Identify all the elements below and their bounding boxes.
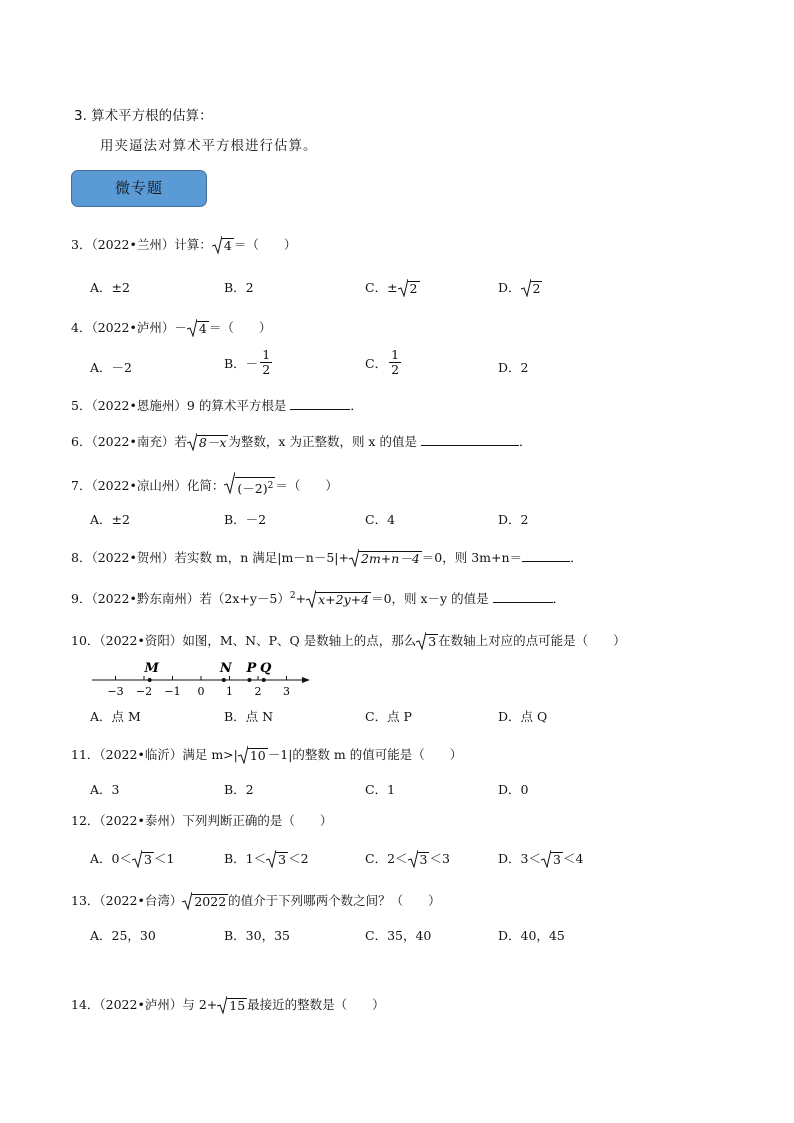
question-7: 7．（2022•凉山州）化简： $(-2)^2$ ＝（ ） [71, 476, 338, 496]
q13-option-a[interactable]: A．25，30 [90, 928, 156, 943]
point-p-label: P [246, 661, 257, 676]
axis-tick-label: 0 [197, 685, 205, 698]
sqrt-symbol: 3 [408, 852, 430, 867]
point-m-label: M [144, 661, 159, 676]
axis-tick-label: 3 [283, 685, 290, 698]
section-description: 用夹逼法对算术平方根进行估算。 [100, 138, 318, 154]
q11-option-c[interactable]: C．1 [365, 782, 396, 797]
q10-option-c[interactable]: C．点 P [365, 709, 412, 724]
sqrt-symbol: 4 [212, 238, 234, 253]
q11-option-a[interactable]: A．3 [90, 782, 120, 797]
axis-tick-label: −2 [135, 685, 153, 698]
q3-option-a[interactable]: A．±2 [90, 280, 130, 295]
question-14: 14．（2022•泸州）与 2+ 15 最接近的整数是（ ） [71, 997, 385, 1014]
sqrt-symbol: 10 [238, 748, 268, 763]
q12-option-b[interactable]: B．1＜ 3 ＜2 [224, 851, 309, 868]
q10-option-a[interactable]: A．点 M [90, 709, 141, 724]
q7-option-b[interactable]: B．－2 [224, 512, 267, 527]
answer-blank[interactable] [493, 590, 553, 603]
question-8: 8．（2022•贺州）若实数 m，n 满足|m－n－5|+ 2m+n－4 ＝0，则 3m+n＝ ． [71, 550, 583, 567]
q3-option-d[interactable]: D． 2 [498, 280, 541, 297]
sqrt-symbol: 2022 [182, 894, 228, 909]
sqrt-symbol: 4 [187, 321, 209, 336]
q11-option-b[interactable]: B．2 [224, 782, 254, 797]
arrow-right-icon [302, 677, 310, 683]
question-9: 9．（2022•黔东南州）若$(2x+y-5)^2+$ x+2y+4 ＝0，则 x－y 的值是 ． [71, 590, 566, 608]
sqrt-symbol: x+2y+4 [306, 592, 371, 607]
point-q-dot [262, 678, 266, 682]
sqrt-symbol: 15 [217, 998, 247, 1013]
section-heading: 3. 算术平方根的估算： [74, 108, 213, 124]
fraction: $\frac{1}{2}$ [391, 347, 400, 378]
q13-option-b[interactable]: B．30，35 [224, 928, 290, 943]
q10-option-b[interactable]: B．点 N [224, 709, 274, 724]
question-6: 6．（2022•南充）若 8－x 为整数，x 为正整数，则 x 的值是 ． [71, 434, 532, 451]
q3-option-b[interactable]: B．2 [224, 280, 254, 295]
sqrt-symbol: 3 [132, 852, 154, 867]
point-n-dot [222, 678, 226, 682]
point-p-dot [247, 678, 251, 682]
q7-option-d[interactable]: D．2 [498, 512, 529, 527]
q4-option-b[interactable]: B．－ $\frac{1}{2}$ [224, 347, 271, 378]
q13-option-d[interactable]: D．40，45 [498, 928, 565, 943]
axis-tick-label: −3 [107, 685, 124, 698]
point-m-dot [148, 678, 152, 682]
q10-option-d[interactable]: D．点 Q [498, 709, 548, 724]
q12-option-d[interactable]: D．3＜ 3 ＜4 [498, 851, 584, 868]
q13-option-c[interactable]: C．35，40 [365, 928, 432, 943]
q4-option-a[interactable]: A．－2 [90, 360, 132, 375]
answer-blank[interactable] [522, 549, 570, 562]
axis-tick-label: 2 [254, 685, 262, 698]
axis-tick-label: 1 [226, 685, 233, 698]
q3-option-c[interactable]: C．± 2 [365, 280, 418, 297]
sqrt-symbol: 3 [266, 852, 288, 867]
sqrt-symbol: 8－x [187, 435, 229, 450]
q4-option-d[interactable]: D．2 [498, 360, 529, 375]
q7-option-a[interactable]: A．±2 [90, 512, 130, 527]
q7-option-c[interactable]: C．4 [365, 512, 396, 527]
question-11: 11．（2022•临沂）满足 m>| 10 －1|的整数 m 的值可能是（ ） [71, 747, 463, 764]
axis-tick-label: −1 [164, 685, 181, 698]
question-12: 12．（2022•泰州）下列判断正确的是（ ） [71, 813, 333, 828]
sqrt-symbol: 3 [541, 852, 563, 867]
q11-option-d[interactable]: D．0 [498, 782, 529, 797]
question-5: 5．（2022•恩施州）9 的算术平方根是 ． [71, 398, 363, 413]
number-line-figure [88, 654, 318, 700]
sqrt-symbol: 2m+n－4 [349, 551, 422, 566]
sqrt-symbol: 3 [416, 634, 438, 649]
question-10: 10．（2022•资阳）如图，M、N、P、Q 是数轴上的点，那么 3 在数轴上对应的点可能是（ ） [71, 633, 626, 650]
question-3: 3．（2022•兰州）计算： 4 ＝（ ） [71, 237, 297, 254]
fraction: $\frac{1}{2}$ [262, 347, 271, 378]
question-4: 4．（2022•泸州）－ 4 ＝（ ） [71, 320, 272, 337]
micro-topic-badge: 微专题 [71, 170, 207, 207]
point-q-label: Q [260, 661, 272, 676]
q12-option-c[interactable]: C．2＜ 3 ＜3 [365, 851, 450, 868]
q4-option-c[interactable]: C． $\frac{1}{2}$ [365, 347, 400, 378]
question-13: 13．（2022•台湾） 2022 的值介于下列哪两个数之间？（ ） [71, 893, 441, 910]
q12-option-a[interactable]: A．0＜ 3 ＜1 [90, 851, 175, 868]
answer-blank[interactable] [290, 397, 350, 410]
point-n-label: N [219, 661, 232, 676]
sqrt-symbol: 2 [521, 281, 543, 296]
answer-blank[interactable] [421, 433, 519, 446]
sqrt-symbol: $(-2)^2$ [224, 477, 275, 496]
sqrt-symbol: 2 [398, 281, 420, 296]
